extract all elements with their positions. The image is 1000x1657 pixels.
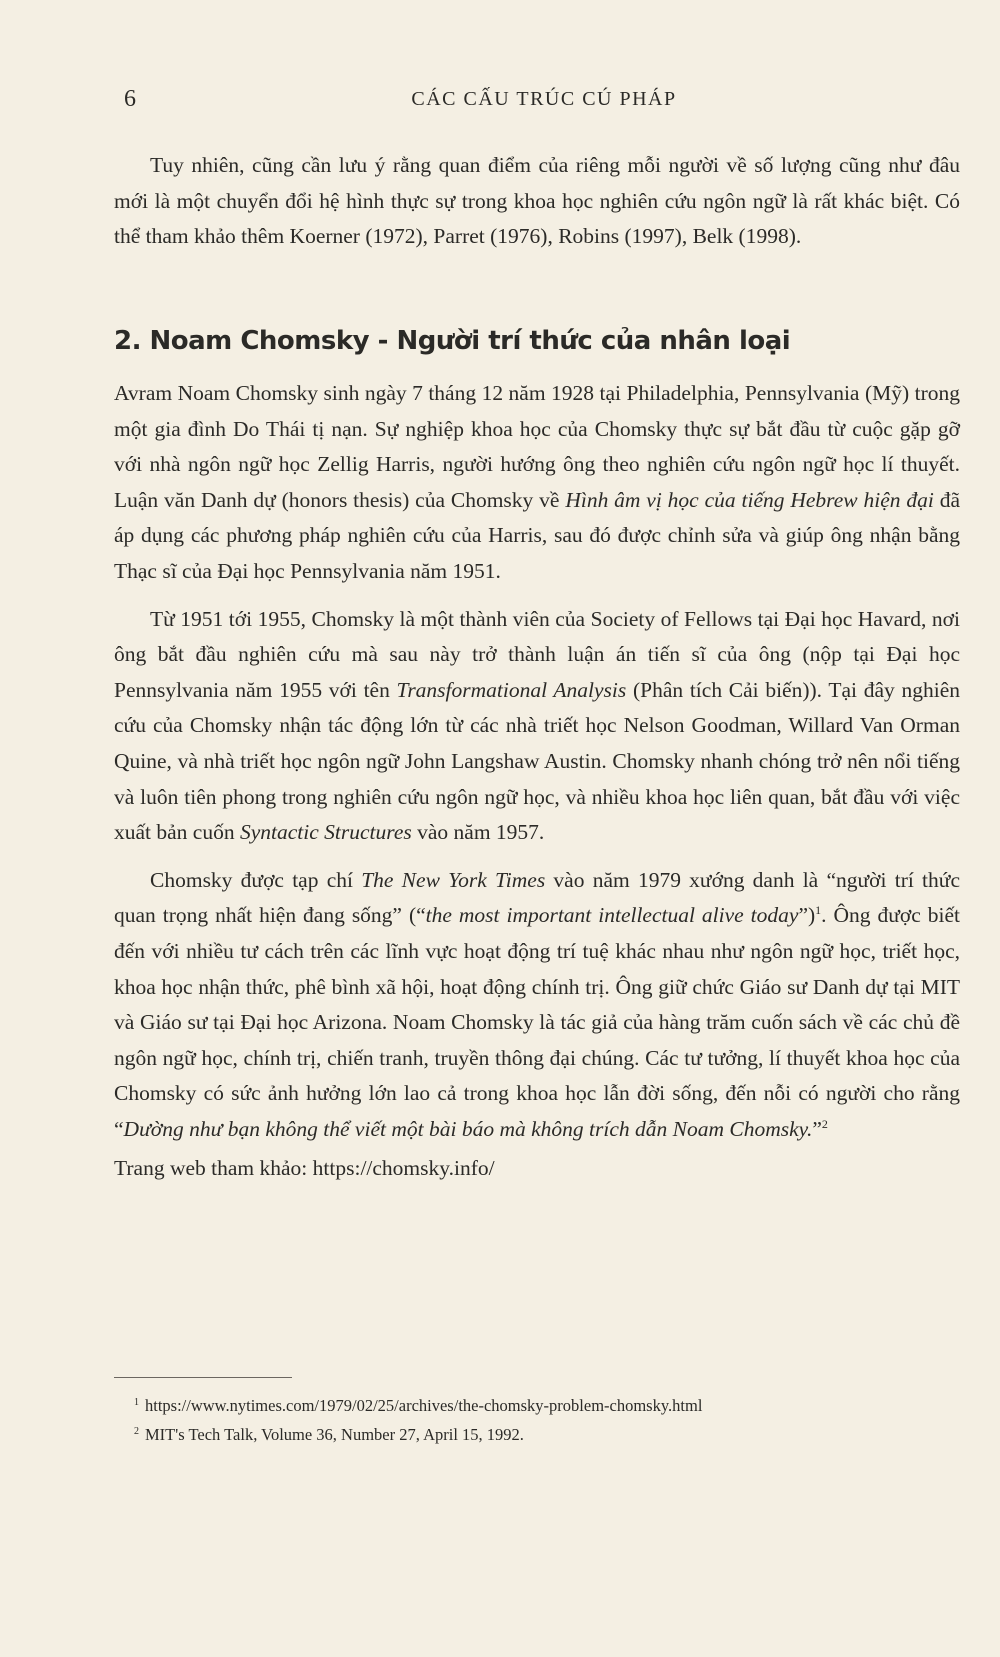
footnote-number: 1 (134, 1397, 139, 1408)
footnote-text[interactable]: https://www.nytimes.com/1979/02/25/archives/the-chomsky-problem-chomsky.html (145, 1396, 703, 1415)
footnote-number: 2 (134, 1426, 139, 1437)
running-header (124, 86, 964, 116)
text-run: vào năm 1957. (411, 820, 545, 845)
text-run: vào năm 1979 xướng danh là “người trí thức quan trọng nhất hiện đang sống” (“ (114, 867, 960, 928)
footnote-text: MIT's Tech Talk, Volume 36, Number 27, April 15, 1992. (145, 1425, 524, 1444)
page-number: 6 (124, 86, 136, 112)
book-title: Syntactic Structures (239, 820, 412, 845)
footnote-marker-2[interactable]: 2 (821, 1116, 828, 1131)
text-run: Từ 1951 tới 1955, Chomsky là một thành viên của Society of Fellows tại Đại học Havard, nơi ông bắt đầu nghiên cứu mà sau này trở thành luận án tiến sĩ của ông (nộp tại Đại học Pennsylvania năm 1955 với tên (114, 606, 960, 702)
text-run: ” (812, 1116, 822, 1141)
footnotes (134, 1390, 954, 1448)
section-heading: 2. Noam Chomsky - Người trí thức của nhân loại (114, 326, 791, 356)
newspaper-title: The New York Times (361, 867, 546, 892)
footnote-marker-1[interactable]: 1 (815, 903, 822, 918)
thesis-title: Hình âm vị học của tiếng Hebrew hiện đại (565, 487, 934, 512)
paragraph-biography (114, 376, 960, 590)
footnote-separator (114, 1377, 292, 1378)
text-run: đã áp dụng các phương pháp nghiên cứu của Harris, sau đó được chỉnh sửa và giúp ông nhận bằng Thạc sĩ của Đại học Pennsylvania năm 1951. (114, 487, 960, 583)
quote-vietnamese: Dường như bạn không thể viết một bài báo mà không trích dẫn Noam Chomsky. (123, 1116, 813, 1141)
text-run: Chomsky được tạp chí (150, 867, 362, 892)
section-1-text (114, 148, 960, 255)
paragraph-career (114, 602, 960, 851)
paragraph-influence (114, 863, 960, 1148)
text-run: Avram Noam Chomsky sinh ngày 7 tháng 12 năm 1928 tại Philadelphia, Pennsylvania (Mỹ) trong một gia đình Do Thái tị nạn. Sự nghiệp khoa học của Chomsky thực sự bắt đầu từ cuộc gặp gỡ với nhà ngôn ngữ học Zellig Harris, người hướng ông theo nghiên cứu ngôn ngữ học lí thuyết. Luận văn Danh dự (honors thesis) của Chomsky về (114, 381, 960, 512)
section-2-text (114, 376, 960, 1187)
text-run: (Phân tích Cải biến)). Tại đây nghiên cứu của Chomsky nhận tác động lớn từ các nhà triết học Nelson Goodman, Willard Van Orman Quine, và nhà triết học ngôn ngữ John Langshaw Austin. Chomsky nhanh chóng trở nên nổi tiếng và luôn tiên phong trong nghiên cứu ngôn ngữ học, và nhiều khoa học liên quan, bắt đầu với việc xuất bản cuốn (114, 677, 960, 845)
dissertation-title: Transformational Analysis (396, 677, 627, 702)
footnote-1 (134, 1390, 954, 1419)
running-title: CÁC CẤU TRÚC CÚ PHÁP (411, 88, 677, 110)
footnote-2 (134, 1419, 954, 1448)
text-run: ”) (798, 903, 816, 928)
paragraph-koerner: Tuy nhiên, cũng cần lưu ý rằng quan điểm của riêng mỗi người về số lượng cũng như đâu mới là một chuyển đổi hệ hình thực sự trong khoa học nghiên cứu ngôn ngữ là rất khác biệt. Có thể tham khảo thêm Koerner (1972), Parret (1976), Robins (1997), Belk (1998). (114, 153, 960, 249)
quote-english: the most important intellectual alive today (425, 903, 799, 928)
reference-website: Trang web tham khảo: https://chomsky.info/ (114, 1156, 495, 1181)
text-run: . Ông được biết đến với nhiều tư cách trên các lĩnh vực hoạt động trí tuệ khác nhau như ngôn ngữ học, triết học, khoa học nhận thức, phê bình xã hội, hoạt động chính trị. Ông giữ chức Giáo sư Danh dự tại MIT và Giáo sư tại Đại học Arizona. Noam Chomsky là tác giả của hàng trăm cuốn sách về các chủ đề ngôn ngữ học, chính trị, chiến tranh, truyền thông đại chúng. Các tư tưởng, lí thuyết khoa học của Chomsky có sức ảnh hưởng lớn lao cả trong khoa học lẫn đời sống, đến nỗi có người cho rằng “ (114, 903, 960, 1141)
